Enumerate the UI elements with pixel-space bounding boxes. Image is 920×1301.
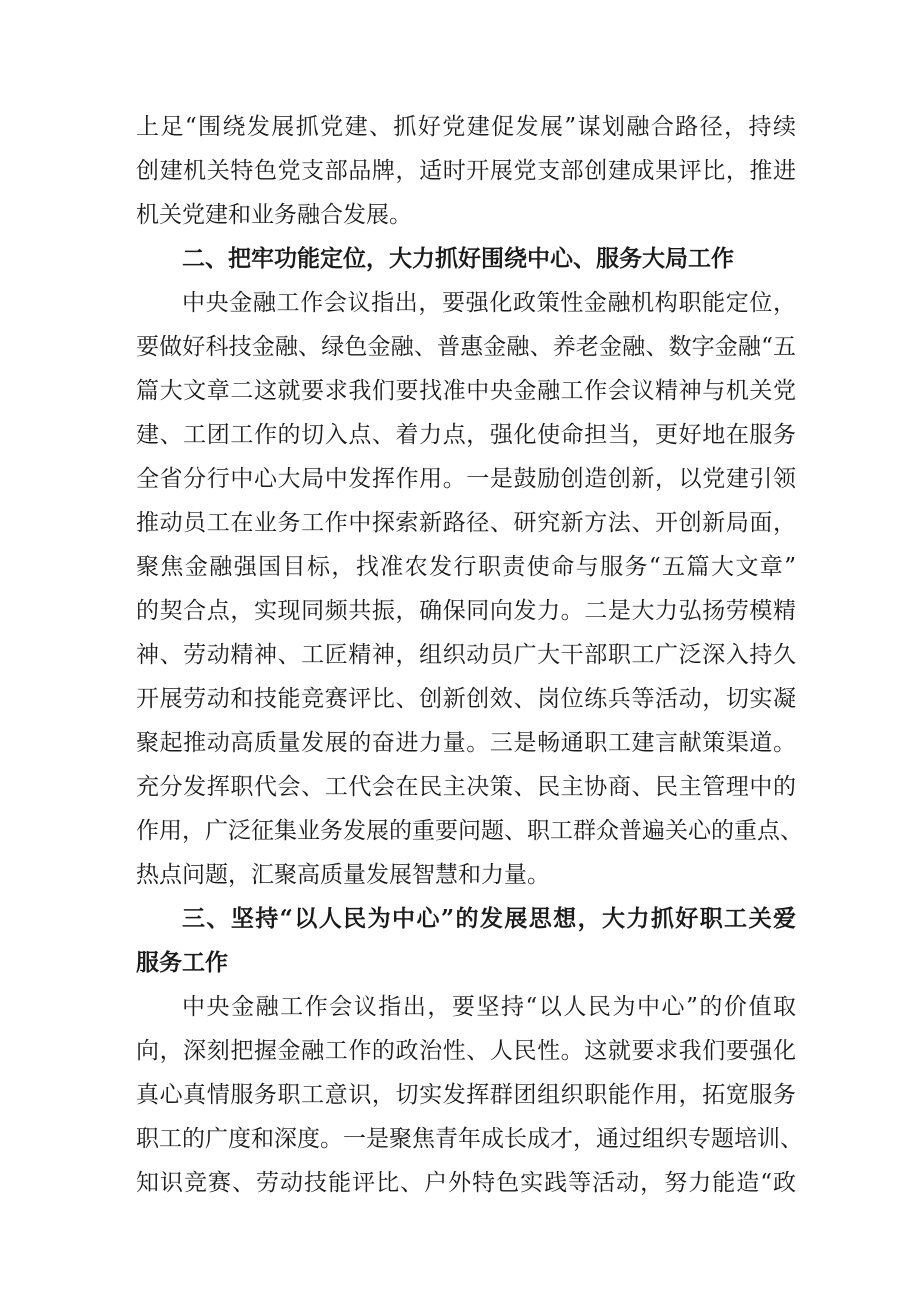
paragraph-1-line: 创建机关特色党支部品牌，适时开展党支部创建成果评比，推进 [136,158,796,184]
section-heading-3-cont: 服务工作 [136,949,228,976]
paragraph-2-line: 中央金融工作会议指出，要强化政策性金融机构职能定位， [182,290,796,316]
paragraph-3-line: 向，深刻把握金融工作的政治性、人民性。这就要求我们要强化 [136,1038,796,1064]
paragraph-2-line: 热点问题，汇聚高质量发展智慧和力量。 [136,862,550,888]
section-heading-3: 三、坚持“以人民为中心”的发展思想，大力抓好职工关爱 [182,905,796,932]
paragraph-2-line: 作用，广泛征集业务发展的重要问题、职工群众普遍关心的重点、 [136,818,803,844]
paragraph-2-line: 开展劳动和技能竞赛评比、创新创效、岗位练兵等活动，切实凝 [136,686,796,712]
paragraph-2-line: 充分发挥职代会、工代会在民主决策、民主协商、民主管理中的 [136,774,796,800]
paragraph-2-line: 要做好科技金融、绿色金融、普惠金融、养老金融、数字金融“五 [136,334,796,360]
paragraph-3-line: 真心真情服务职工意识，切实发挥群团组织职能作用，拓宽服务 [136,1082,796,1108]
section-heading-2: 二、把牢功能定位，大力抓好围绕中心、服务大局工作 [182,245,734,272]
paragraph-3-line: 中央金融工作会议指出，要坚持“以人民为中心”的价值取 [182,994,796,1020]
paragraph-2-line: 全省分行中心大局中发挥作用。一是鼓励创造创新，以党建引领 [136,466,796,492]
paragraph-1-line: 上足“围绕发展抓党建、抓好党建促发展”谋划融合路径，持续 [136,114,796,140]
paragraph-3-line: 知识竞赛、劳动技能评比、户外特色实践等活动，努力能造“政 [136,1170,796,1196]
paragraph-2-line: 的契合点，实现同频共振，确保同向发力。二是大力弘扬劳模精 [136,598,796,624]
paragraph-2-line: 推动员工在业务工作中探索新路径、研究新方法、开创新局面， [136,510,796,536]
paragraph-2-line: 建、工团工作的切入点、着力点，强化使命担当，更好地在服务 [136,422,796,448]
paragraph-1-line: 机关党建和业务融合发展。 [136,202,412,228]
paragraph-2-line: 篇大文章二这就要求我们要找准中央金融工作会议精神与机关党 [136,378,796,404]
paragraph-2-line: 神、劳动精神、工匠精神，组织动员广大干部职工广泛深入持久 [136,642,796,668]
paragraph-3-line: 职工的广度和深度。一是聚焦青年成长成才，通过组织专题培训、 [136,1126,803,1152]
paragraph-2-line: 聚起推动高质量发展的奋进力量。三是畅通职工建言献策渠道。 [136,730,796,756]
paragraph-2-line: 聚焦金融强国目标，找准农发行职责使命与服务“五篇大文章” [136,554,796,580]
